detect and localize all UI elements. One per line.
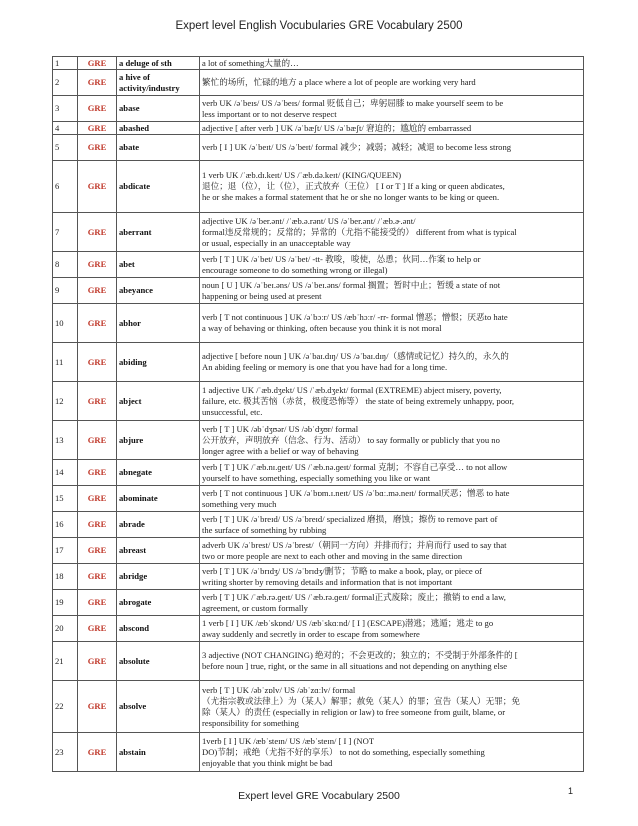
definition-line: verb [ T ] UK /ˈæb.nɪ.ɡeɪt/ US /ˈæb.nə.ɡeɪt/ formal 克制；不容自己享受… to not allow <box>202 461 508 472</box>
row-definition <box>200 681 584 733</box>
row-word: abreast <box>117 538 200 564</box>
definition-line: adjective [ before noun ] UK /əˈbaɪ.dɪŋ/ US /əˈbaɪ.dɪŋ/（感情或记忆）持久的，永久的 <box>202 351 509 361</box>
row-word: abate <box>117 135 200 161</box>
table-row <box>53 70 584 96</box>
row-definition <box>200 57 584 70</box>
row-definition <box>200 486 584 512</box>
definition-line: failure, etc. 极其苦恼（赤贫，极度恐怖等） the state of being extremely unhappy, poor, <box>202 395 514 406</box>
definition-line: verb [ T ] UK /ˈæb.rə.ɡeɪt/ US /ˈæb.rə.ɡeɪt/ formal正式废除；废止；撤销 to end a law, <box>202 591 506 602</box>
row-word: absolve <box>117 681 200 733</box>
row-word: a deluge of sth <box>117 57 200 70</box>
table-row <box>53 642 584 681</box>
row-word: abiding <box>117 343 200 382</box>
row-level: GRE <box>78 486 117 512</box>
definition-line: 1 adjective UK /ˈæb.dʒekt/ US /ˈæb.dʒekt/ formal (EXTREME) abject misery, poverty, <box>202 384 502 395</box>
row-definition <box>200 278 584 304</box>
table-row <box>53 122 584 135</box>
row-level: GRE <box>78 538 117 564</box>
row-word: abject <box>117 382 200 421</box>
table-row <box>53 343 584 382</box>
row-word: abnegate <box>117 460 200 486</box>
row-number: 9 <box>53 278 78 304</box>
definition-line: two or more people are next to each other and moving in the same direction <box>202 550 463 561</box>
row-definition <box>200 343 584 382</box>
row-number: 18 <box>53 564 78 590</box>
row-number: 7 <box>53 213 78 252</box>
page-footer: Expert level GRE Vocabulary 2500 <box>238 790 400 802</box>
definition-line: agreement, or custom formally <box>202 602 308 613</box>
row-level: GRE <box>78 564 117 590</box>
table-row <box>53 564 584 590</box>
row-level: GRE <box>78 382 117 421</box>
row-number: 13 <box>53 421 78 460</box>
row-level: GRE <box>78 96 117 122</box>
row-definition <box>200 590 584 616</box>
row-number: 1 <box>53 57 78 70</box>
definition-line: noun [ U ] UK /əˈbeɪ.əns/ US /əˈbeɪ.əns/ formal 搁置；暂时中止；暂缓 a state of not <box>202 279 501 290</box>
definition-line: verb [ T ] UK /əbˈzɒlv/ US /əbˈzɑːlv/ formal <box>202 684 356 695</box>
row-level: GRE <box>78 733 117 772</box>
definition-line: verb [ T ] UK /əˈbreɪd/ US /əˈbreɪd/ specialized 磨损，磨蚀；擦伤 to remove part of <box>202 513 498 524</box>
row-definition <box>200 96 584 122</box>
row-word: abjure <box>117 421 200 460</box>
definition-line: verb [ T ] UK /əˈbet/ US /əˈbet/ -tt- 教唆，唆使，怂恿；伙同…作案 to help or <box>202 253 481 264</box>
definition-line: adjective UK /əˈber.ənt/ /ˈæb.ə.rənt/ US /əˈber.ənt/ /ˈæb.ɚ.ənt/ <box>202 215 416 226</box>
row-level: GRE <box>78 122 117 135</box>
definition-line: or usual, especially in an unacceptable way <box>202 237 351 248</box>
row-level: GRE <box>78 590 117 616</box>
table-row <box>53 278 584 304</box>
row-definition <box>200 161 584 213</box>
row-word: abdicate <box>117 161 200 213</box>
row-definition <box>200 252 584 278</box>
row-word: abashed <box>117 122 200 135</box>
row-number: 15 <box>53 486 78 512</box>
row-word: abrogate <box>117 590 200 616</box>
table-row <box>53 590 584 616</box>
definition-line: happening or being used at present <box>202 290 322 301</box>
row-word: abase <box>117 96 200 122</box>
page-number: 1 <box>568 786 574 796</box>
definition-line: enjoyable that you think might be bad <box>202 757 333 768</box>
row-definition <box>200 304 584 343</box>
row-number: 6 <box>53 161 78 213</box>
definition-line: yourself to have something, especially something you like or want <box>202 472 431 483</box>
definition-line: adjective [ after verb ] UK /əˈbæʃt/ US /əˈbæʃt/ 窘迫的；尴尬的 embarrassed <box>202 122 472 133</box>
row-definition <box>200 135 584 161</box>
definition-line: 繁忙的场所，忙碌的地方 a place where a lot of people are working very hard <box>202 77 476 87</box>
row-word: abominate <box>117 486 200 512</box>
row-definition <box>200 564 584 590</box>
row-number: 11 <box>53 343 78 382</box>
row-definition <box>200 616 584 642</box>
row-word: abet <box>117 252 200 278</box>
row-word: abstain <box>117 733 200 772</box>
row-number: 16 <box>53 512 78 538</box>
definition-line: verb [ T ] UK /əˈbrɪdʒ/ US /əˈbrɪdʒ/删节；节略 to make a book, play, or piece of <box>202 565 483 576</box>
row-number: 5 <box>53 135 78 161</box>
row-number: 2 <box>53 70 78 96</box>
table-row <box>53 486 584 512</box>
table-row <box>53 304 584 343</box>
definition-line: less important or to not deserve respect <box>202 108 337 119</box>
row-word: abridge <box>117 564 200 590</box>
row-level: GRE <box>78 512 117 538</box>
table-row <box>53 538 584 564</box>
vocabulary-table-body <box>53 57 584 772</box>
row-level: GRE <box>78 252 117 278</box>
vocabulary-table <box>52 56 584 772</box>
row-number: 20 <box>53 616 78 642</box>
row-level: GRE <box>78 642 117 681</box>
row-level: GRE <box>78 278 117 304</box>
definition-line: responsibility for something <box>202 717 299 728</box>
row-level: GRE <box>78 70 117 96</box>
row-word: abeyance <box>117 278 200 304</box>
row-number: 10 <box>53 304 78 343</box>
row-word: aberrant <box>117 213 200 252</box>
row-number: 8 <box>53 252 78 278</box>
row-number: 19 <box>53 590 78 616</box>
row-level: GRE <box>78 343 117 382</box>
row-definition <box>200 70 584 96</box>
definition-line: a lot of something大量的… <box>202 57 299 68</box>
table-row <box>53 460 584 486</box>
definition-line: verb [ T not continuous ] UK /əˈbɒm.ɪ.neɪt/ US /əˈbɑː.mə.neɪt/ formal厌恶；憎恶 to hate <box>202 487 510 498</box>
row-word: abhor <box>117 304 200 343</box>
definition-line: verb [ I ] UK /əˈbeɪt/ US /əˈbeɪt/ formal 减少；减弱；减轻；减退 to become less strong <box>202 142 512 152</box>
row-number: 22 <box>53 681 78 733</box>
row-level: GRE <box>78 213 117 252</box>
definition-line: 1 verb [ I ] UK /æbˈskɒnd/ US /æbˈskɑːnd/ [ I ] (ESCAPE)潜逃；逃遁；逃走 to go <box>202 617 494 628</box>
definition-line: 退位；退（位），让（位），正式放弃（王位） [ I or T ] If a king or queen abdicates, <box>202 181 505 191</box>
table-row <box>53 213 584 252</box>
row-definition <box>200 382 584 421</box>
definition-line: An abiding feeling or memory is one that you have had for a long time. <box>202 362 448 372</box>
table-row <box>53 161 584 213</box>
row-number: 12 <box>53 382 78 421</box>
definition-line: unsuccessful, etc. <box>202 406 263 417</box>
definition-line: verb [ T not continuous ] UK /əˈbɔːr/ US /æbˈhɔːr/ -rr- formal 憎恶；憎恨；厌恶to hate <box>202 312 508 322</box>
row-definition <box>200 642 584 681</box>
row-word: absolute <box>117 642 200 681</box>
row-definition <box>200 213 584 252</box>
definition-line: he or she makes a formal statement that he or she no longer wants to be king or queen. <box>202 192 500 202</box>
table-row <box>53 57 584 70</box>
definition-line: adverb UK /əˈbrest/ US /əˈbrest/（朝同一方向）并排而行；并肩而行 used to say that <box>202 539 507 550</box>
definition-line: DO)节制；戒绝（尤指不好的享乐） to not do something, especially something <box>202 746 485 757</box>
row-level: GRE <box>78 161 117 213</box>
table-row <box>53 421 584 460</box>
definition-line: formal违反常规的；反常的；异常的（尤指不能接受的） different from what is typical <box>202 226 517 237</box>
definition-line: 3 adjective (NOT CHANGING) 绝对的；不会更改的；独立的；不受制于外部条件的 [ <box>202 650 518 660</box>
row-definition <box>200 421 584 460</box>
row-definition <box>200 538 584 564</box>
table-row <box>53 96 584 122</box>
definition-line: before noun ] true, right, or the same in all situations and not depending on anything else <box>202 661 508 671</box>
table-row <box>53 135 584 161</box>
row-word: abrade <box>117 512 200 538</box>
row-level: GRE <box>78 616 117 642</box>
row-level: GRE <box>78 681 117 733</box>
definition-line: verb UK /əˈbeɪs/ US /əˈbeɪs/ formal 贬低自己；卑躬屈膝 to make yourself seem to be <box>202 97 504 108</box>
row-level: GRE <box>78 421 117 460</box>
definition-line: 1 verb UK /ˈæb.dɪ.keɪt/ US /ˈæb.də.keɪt/ (KING/QUEEN) <box>202 170 402 180</box>
table-row <box>53 382 584 421</box>
row-word: abscond <box>117 616 200 642</box>
row-number: 17 <box>53 538 78 564</box>
row-definition <box>200 122 584 135</box>
definition-line: writing shorter by removing details and information that is not important <box>202 576 453 587</box>
row-number: 3 <box>53 96 78 122</box>
table-row <box>53 616 584 642</box>
definition-line: longer agree with a belief or way of behaving <box>202 445 359 456</box>
definition-line: away suddenly and secretly in order to escape from somewhere <box>202 628 420 639</box>
definition-line: the surface of something by rubbing <box>202 524 327 535</box>
definition-line: 公开放弃，声明放弃（信念、行为、活动） to say formally or publicly that you no <box>202 434 500 445</box>
page-header: Expert level English Vocubularies GRE Vocabulary 2500 <box>175 20 463 32</box>
row-level: GRE <box>78 460 117 486</box>
row-word: a hive of activity/industry <box>117 70 200 96</box>
definition-line: 除（某人）的责任 (especially in religion or law) to free someone from guilt, blame, or <box>202 706 506 717</box>
row-definition <box>200 460 584 486</box>
table-row <box>53 512 584 538</box>
row-definition <box>200 733 584 772</box>
definition-line: （尤指宗教或法律上）为（某人）解罪；赦免（某人）的罪；宣告（某人）无罪；免 <box>202 695 520 706</box>
row-number: 4 <box>53 122 78 135</box>
table-row <box>53 252 584 278</box>
definition-line: 1verb [ I ] UK /æbˈsteɪn/ US /æbˈsteɪn/ [ I ] (NOT <box>202 735 375 746</box>
row-level: GRE <box>78 304 117 343</box>
table-row <box>53 733 584 772</box>
definition-line: something very much <box>202 498 277 509</box>
row-number: 21 <box>53 642 78 681</box>
definition-line: verb [ T ] UK /əbˈdʒʊər/ US /əbˈdʒʊr/ formal <box>202 423 359 434</box>
table-row <box>53 681 584 733</box>
row-number: 14 <box>53 460 78 486</box>
row-level: GRE <box>78 57 117 70</box>
definition-line: a way of behaving or thinking, often because you think it is not moral <box>202 323 442 333</box>
row-level: GRE <box>78 135 117 161</box>
row-definition <box>200 512 584 538</box>
row-number: 23 <box>53 733 78 772</box>
definition-line: encourage someone to do something wrong or illegal) <box>202 264 388 275</box>
